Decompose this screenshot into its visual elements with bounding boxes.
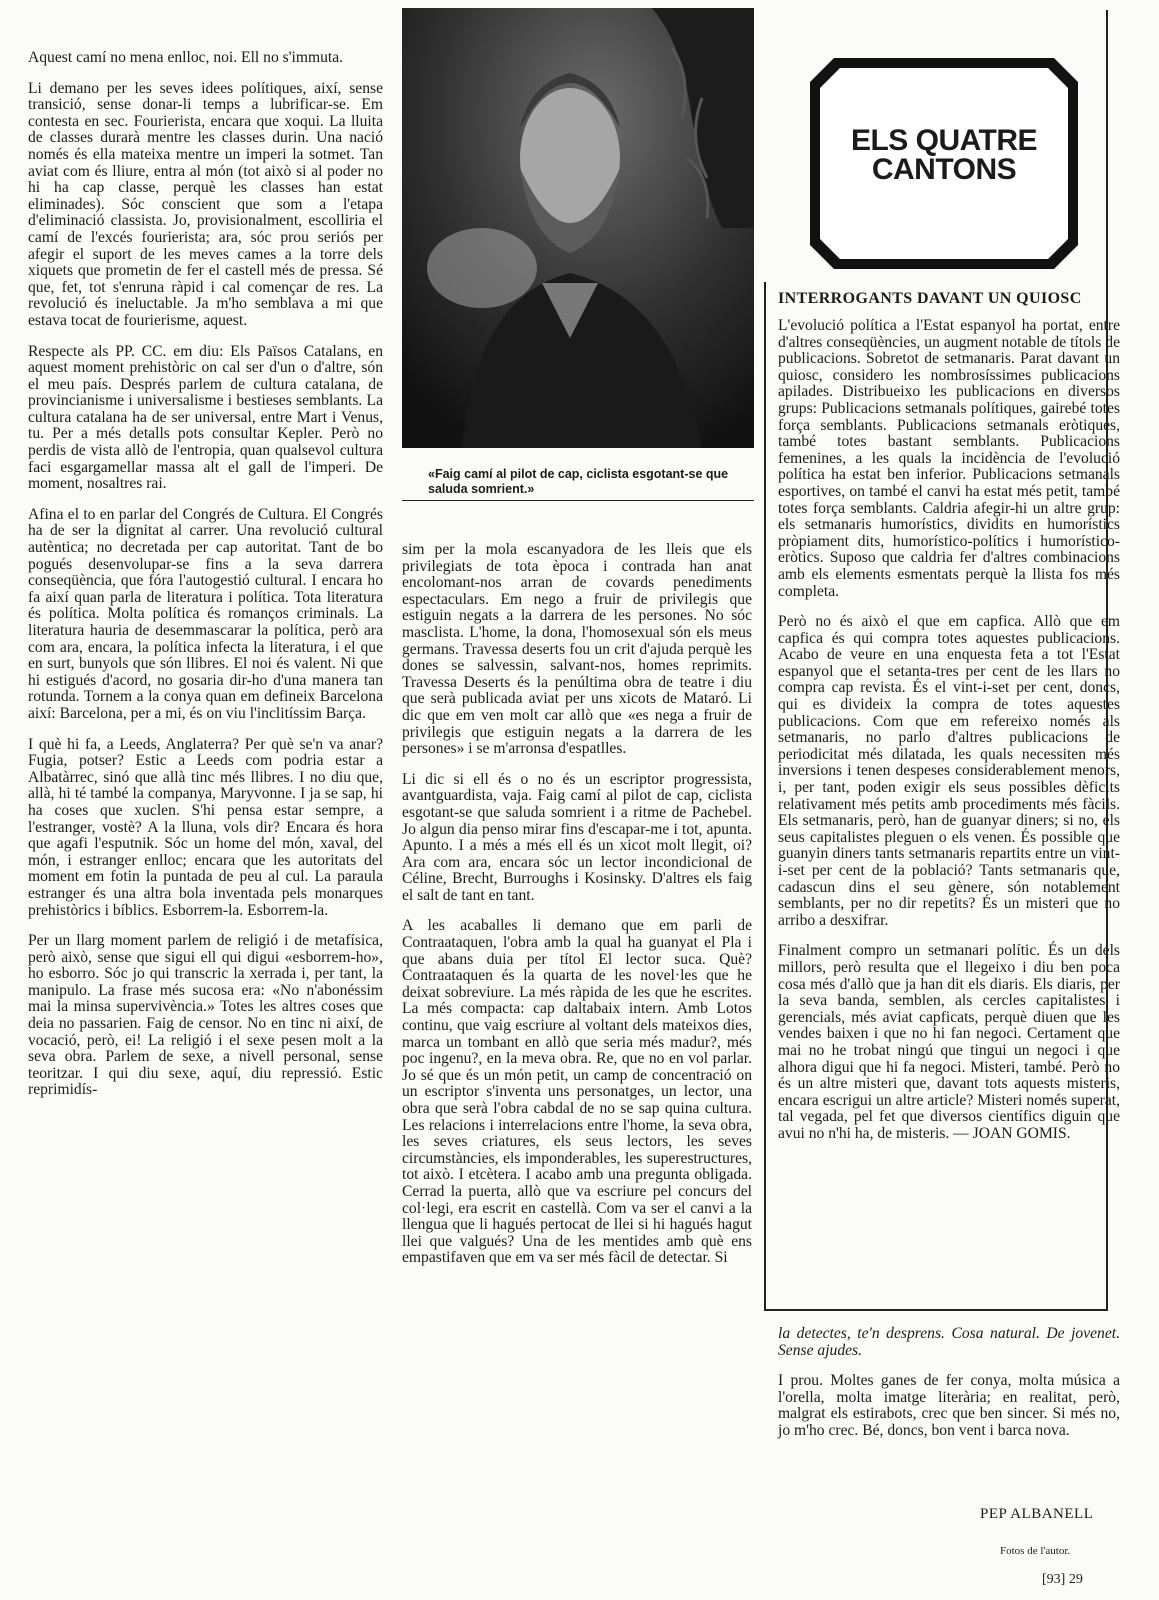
paragraph: Afina el to en parlar del Congrés de Cultura. El Congrés ha de ser la dignitat al carrer. Una revolució cultural autèntica; no decretada per cap autoritat. Tant de bo pogués desenvolupar-se fins a la seva darrera conseqüència, que fóra l'autogestió cultural. I encara ho fa així quan parla de literatura i política. Tota literatura és política. Molta política és romanços criminals. La literatura hauria de desemmascarar la política, però ara com ara, encara, la política infecta la literatura, i el que en surt, bunyols que són llibres. El noi és valent. Ni que hi estigués d'acord, no gosaria dir-ho d'una manera tan rotunda. Tornem a la conya quan em defineix Barcelona així: Barcelona, per a mi, és on viu l'inclitíssim Barça. [28, 505, 383, 722]
page-number: [93] 29 [1042, 1572, 1083, 1587]
paragraph: L'evolució política a l'Estat espanyol ha portat, entre d'altres conseqüències, un augment notable de títols de publicacions. Sobretot de setmanaris. Parat davant un quiosc, considero les nombrosíssimes publicacions apilades. Distribueixo les publicacions en diversos grups: Publicacions setmanals polítiques, gairebé totes força semblants. Publicacions setmanals eròtiques, també totes bastant semblants. Publicacions femenines, a les quals la incidència de l'evolució política ha estat ben inferior. Publicacions setmanals esportives, on també el canvi ha estat més petit, també totes força semblants. Caldria afegir-hi un altre grup: els setmanaris humorístics, dividits en humorístics pròpiament dits, humorístico-polítics i humorístico-eròtics. Suposo que caldria fer d'altres combinacions amb els elements esmentats perquè la llista fos més completa. [778, 317, 1120, 600]
paragraph: Per un llarg moment parlem de religió i de metafísica, però això, sense que sigui ell qui digui «esborrem-ho», ho esborro. Sóc jo qui transcric la xerrada i, per tant, la manipulo. La frase més sucosa era: «No n'abonéssim mai la minsa supervivència.» Totes les altres coses que deia no passarien. Faig de censor. No en tinc ni així, de vocació, però, ei! La religió i el sexe pesen molt a la seva obra. Parlem de sexe, a nivell personal, sense teoritzar. I qui diu sexe, aquí, diu repressió. Estic reprimidís- [28, 932, 383, 1099]
paragraph: Li dic si ell és o no és un escriptor progressista, avantguardista, vaja. Faig camí al pilot de cap, ciclista esgotant-se que saluda somrient i a ritme de Pachebel. Jo algun dia penso mirar fins d'escapar-me i tot, apunta. Apunto. I a més a més ell és un xicot molt llegit, oi? Ara com ara, encara sóc un lector incondicional de Céline, Brecht, Burroughs i Kosinsky. D'altres els faig el salt de tant en tant. [402, 770, 752, 904]
divider [402, 500, 754, 501]
section-title-line: ELS QUATRE [850, 124, 1038, 157]
section-title [808, 126, 1080, 184]
section-title-line: CANTONS [871, 153, 1017, 186]
paragraph: la detectes, te'n desprens. Cosa natural. De jovenet. Sense ajudes. [778, 1325, 1120, 1359]
paragraph: Respecte als PP. CC. em diu: Els Països Catalans, en aquest moment prehistòric on cal ser d'un o d'altre, són el meu país. Després parlem de cultura catalana, de provincianisme i universalisme i bestieses semblants. La cultura catalana ha de ser universal, entre Mart i Venus, tu. Per a més detalls pots consultar Kepler. Però no perdis de vista allò de l'entropia, quan qualsevol cultura faci esgargamellar massa alt el gall de l'imperi. De moment, nosaltres rai. [28, 342, 383, 493]
box-left-rule [764, 282, 766, 1310]
photo-credit: Fotos de l'autor. [1000, 1545, 1071, 1557]
column-3 [778, 318, 1120, 1157]
paragraph: A les acaballes li demano que em parli de Contraataquen, l'obra amb la qual ha guanyat el Pla i que abans duia per títol El lector suca. Què? Contraataquen és la quarta de les novel·les que he deixat sobreviure. La més ràpida de les que he escrites. La més compacta: cap daltabaix intern. Amb Lotos continu, que vaig escriure al voltant dels mateixos dies, marca un tombant en allò que seria més madur?, més poc ingenu?, en la meva obra. Re, que no en vol parlar. Jo sé que és un món petit, un camp de concentració on un escriptor s'inventa uns personatges, un lector, una obra que serà l'obra cabdal de no se sap quina cultura. Les relacions i interrelacions entre l'home, la seva obra, les seves criatures, els seus lectors, les seves circumstàncies, els imponderables, les superestructures, tot això. I etcètera. I acabo amb una pregunta obligada. Cerrad la puerta, allò que va escriure pel concurs del col·legi, era escrit en castellà. Com va ser el canvi a la llengua que li hagués pertocat de llei si hi hagués hagut llei que valgués? Una de les mentides amb què ens empastifaven que em va ser més fàcil de detectar. Si [402, 917, 752, 1267]
paragraph: I què hi fa, a Leeds, Anglaterra? Per què se'n va anar? Fugia, potser? Estic a Leeds com podria estar a Albatàrrec, sinó que allà tinc més llibres. I no diu que, allà, hi té també la companya, Maryvonne. I ja se sap, hi ha coses que xuclen. S'hi pensa estar sempre, a l'estranger, vostè? A la lluna, vols dir? Encara és hora que agafi l'esputnik. Sóc un home del món, xaval, del món, i estranger enlloc; encara que les autoritats del moment em fotin la puntada de peu al cul. La paraula estranger és una altra bola inventada pels monarques prehistòrics i bíblics. Esborrem-la. Esborrem-la. [28, 735, 383, 919]
photo-caption: «Faig camí al pilot de cap, ciclista esgotant-se que saluda somrient.» [428, 467, 729, 496]
paragraph: Però no és això el que em capfica. Allò que em capfica és qui compra totes aquestes publicacions. Acabo de veure en una enquesta feta a tot l'Estat espanyol que el setanta-tres per cent de les llars no compra cap revista. És el vint-i-set per cent, doncs, qui es divideix la compra de totes aquestes publicacions. Com que em refereixo només als setmanaris, no parlo d'altres publicacions de periodicitat més dilatada, les quals necessiten més inversions i tenen despeses considerablement menors, i, per tant, poden exigir els seus possibles dèficits relativament més petits amb procediments més fàcils. Els setmanaris, però, han de guanyar diners; si no, els seus capitalistes pleguen o els venen. És possible que guanyin diners tants setmanaris repartits entre un vint-i-set per cent de la població? Tants setmanaris que, cadascun dins el seu gènere, són notablement semblants, per no dir repetits? És un misteri que no arribo a desxifrar. [778, 613, 1120, 929]
column-1 [28, 50, 383, 1113]
paragraph: Finalment compro un setmanari polític. És un dels millors, però resulta que el llegeixo i diu ben poca cosa més d'allò que ja han dit els diaris. Els diaris, per la seva banda, semblen, als cercles capitalistes i gerencials, més aviat capficats, perquè diuen que les vendes baixen i que no hi fan negoci. Certament que mai no he trobat ningú que tingui un negoci i que alhora digui que hi fa negoci. Misteri, també. Però no és un altre misteri que, davant tots aquests misteris, encara escrigui un altre article? Misteri només superat, tal vegada, pel fet que diversos científics diguin que avui no n'hi ha, de misteris. — JOAN GOMIS. [778, 942, 1120, 1142]
column-2 [402, 542, 752, 1281]
paragraph: Li demano per les seves idees polítiques, així, sense transició, sense donar-li temps a lubrificar-se. Em contesta en sec. Fourierista, encara que xoqui. La lluita de classes durarà mentre les classes durin. Una nació només és ella mateixa mentre un imperi la sotmet. Tan aviat com és lliure, entra al món (tot això si al poder no hi ha cap classe, perquè les classes han estat eliminades). Sóc conscient que som a l'etapa d'eliminació classista. Jo, provisionalment, escolliria el camí de l'excés fourierista; ara, sóc prou seriós per afegir el suport de les meves cames a la torre dels xiquets que prometin de fer el castell més de pressa. Sé que, fet, tot s'enruna ràpid i cal començar de res. La revolució és ineluctable. Ja m'ho semblava a mi que estava tocat de fourierisme, aquest. [28, 79, 383, 329]
author-signature: PEP ALBANELL [980, 1506, 1094, 1522]
article-heading: INTERROGANTS DAVANT UN QUIOSC [778, 290, 1082, 307]
section-logo [808, 56, 1080, 271]
column-3-continuation [778, 1326, 1120, 1454]
box-bottom-rule [764, 1309, 1108, 1311]
paragraph: Aquest camí no mena enlloc, noi. Ell no s'immuta. [28, 49, 344, 66]
paragraph: I prou. Moltes ganes de fer conya, molta música a l'orella, molta imatge literària; en realitat, però, malgrat els estirabots, crec que ben sincer. Si més no, jo m'ho crec. Bé, doncs, bon vent i barca nova. [778, 1372, 1120, 1439]
portrait-photo [402, 8, 754, 448]
portrait-illustration [402, 8, 754, 448]
paragraph: sim per la mola escanyadora de les lleis que els privilegiats de tota època i contrada han anat encolomant-nos arran de covards penediments espectaculars. Em nego a fruir de privilegis que estiguin negats a la darrera de les persones. No sóc masclista. L'home, la dona, l'homosexual són els meus germans. Travessa deserts fou un crit d'ajuda perquè les dones se salvessin, salvant-nos, homes reprimits. Travessa Deserts és la penúltima obra de teatre i diu que serà publicada aviat per uns xicots de Mataró. Li dic que em ven molt car allò que «es nega a fruir de privilegis que estiguin negats a la darrera de les persones» i se m'arronsa d'espatlles. [402, 541, 752, 758]
